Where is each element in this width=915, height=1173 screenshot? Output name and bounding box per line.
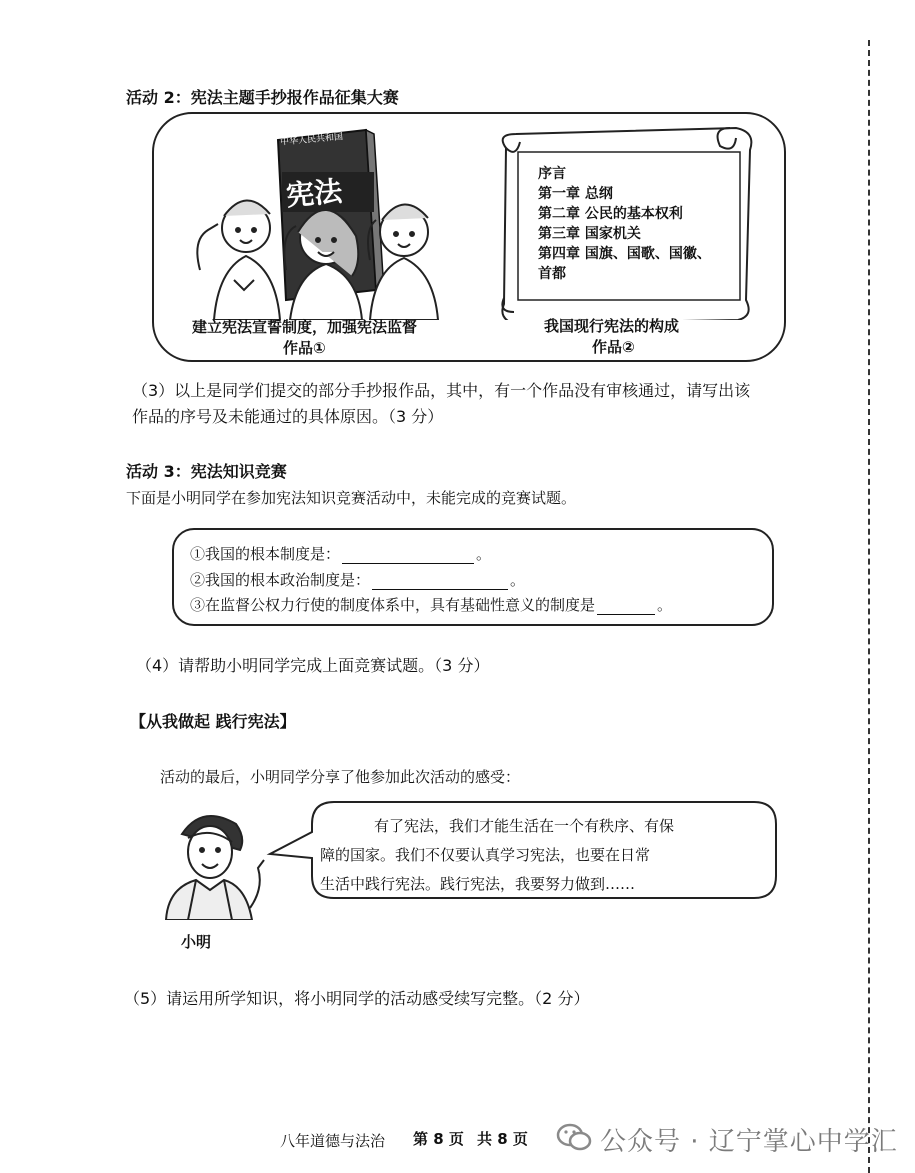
structure-item: 第四章 国旗、国歌、国徽、: [538, 246, 711, 262]
work2-caption: 我国现行宪法的构成: [544, 317, 680, 335]
quiz-item-3-text: ③在监督公权力行使的制度体系中，具有基础性意义的制度是: [190, 596, 596, 614]
question-3-line2: 作品的序号及未能通过的具体原因。（3 分）: [132, 407, 444, 426]
student-boy-left: [197, 200, 280, 320]
xiaoming-label: 小明: [181, 933, 212, 951]
answer-blank-2[interactable]: [372, 589, 508, 590]
quiz-item-1-text: ①我国的根本制度是：: [190, 545, 341, 563]
bubble-line: 障的国家。我们不仅要认真学习宪法，也要在日常: [320, 846, 651, 864]
xiaoming-illustration: [160, 808, 280, 920]
quiz-item-2-text: ②我国的根本政治制度是：: [190, 571, 371, 589]
quiz-item-1: [190, 543, 491, 564]
quiz-item-2-end: 。: [510, 571, 526, 589]
quiz-item-3-end: 。: [657, 596, 673, 614]
book-top-text: 中华人民共和国: [279, 132, 344, 148]
answer-blank-1[interactable]: [342, 563, 474, 564]
quiz-item-3: [190, 594, 672, 615]
book-title: 宪法: [284, 174, 344, 213]
wechat-icon: [556, 1122, 592, 1152]
structure-item: 第二章 公民的基本权利: [538, 206, 683, 222]
quiz-item-1-end: 。: [476, 545, 492, 563]
work1-caption: 建立宪法宣誓制度，加强宪法监督: [192, 318, 418, 336]
structure-item: 首都: [538, 266, 566, 282]
footer-subject: 八年道德与法治: [280, 1132, 386, 1150]
footer-page: 第 8 页: [413, 1130, 464, 1148]
work2-label: 作品②: [592, 338, 635, 356]
activity3-intro: 下面是小明同学在参加宪法知识竞赛活动中，未能完成的竞赛试题。: [126, 489, 577, 507]
section-intro: 活动的最后，小明同学分享了他参加此次活动的感受：: [160, 768, 521, 786]
footer-total: 共 8 页: [477, 1130, 528, 1148]
structure-item: 序言: [538, 166, 566, 182]
quiz-item-2: [190, 569, 525, 590]
question-5: （5）请运用所学知识，将小明同学的活动感受续写完整。（2 分）: [124, 989, 590, 1008]
bubble-line: 有了宪法，我们才能生活在一个有秩序、有保: [374, 817, 675, 835]
watermark-text: 公众号 · 辽宁掌心中学汇: [600, 1127, 898, 1157]
work1-label: 作品①: [283, 339, 326, 357]
binding-margin-line: [868, 40, 870, 1173]
activity3-title: 活动 3：宪法知识竞赛: [126, 462, 287, 481]
bubble-text: [320, 812, 760, 899]
answer-blank-3[interactable]: [597, 614, 655, 615]
work1-illustration: [190, 120, 450, 320]
bubble-line: 生活中践行宪法。践行宪法，我要努力做到……: [320, 875, 636, 893]
structure-item: 第三章 国家机关: [538, 226, 641, 242]
constitution-structure-list: [538, 164, 711, 284]
question-4: （4）请帮助小明同学完成上面竞赛试题。（3 分）: [136, 656, 490, 675]
activity2-title: 活动 2：宪法主题手抄报作品征集大赛: [126, 88, 399, 107]
structure-item: 第一章 总纲: [538, 186, 613, 202]
section-title: 【从我做起 践行宪法】: [130, 712, 296, 731]
question-3-line1: （3）以上是同学们提交的部分手抄报作品，其中，有一个作品没有审核通过，请写出该: [132, 381, 751, 400]
